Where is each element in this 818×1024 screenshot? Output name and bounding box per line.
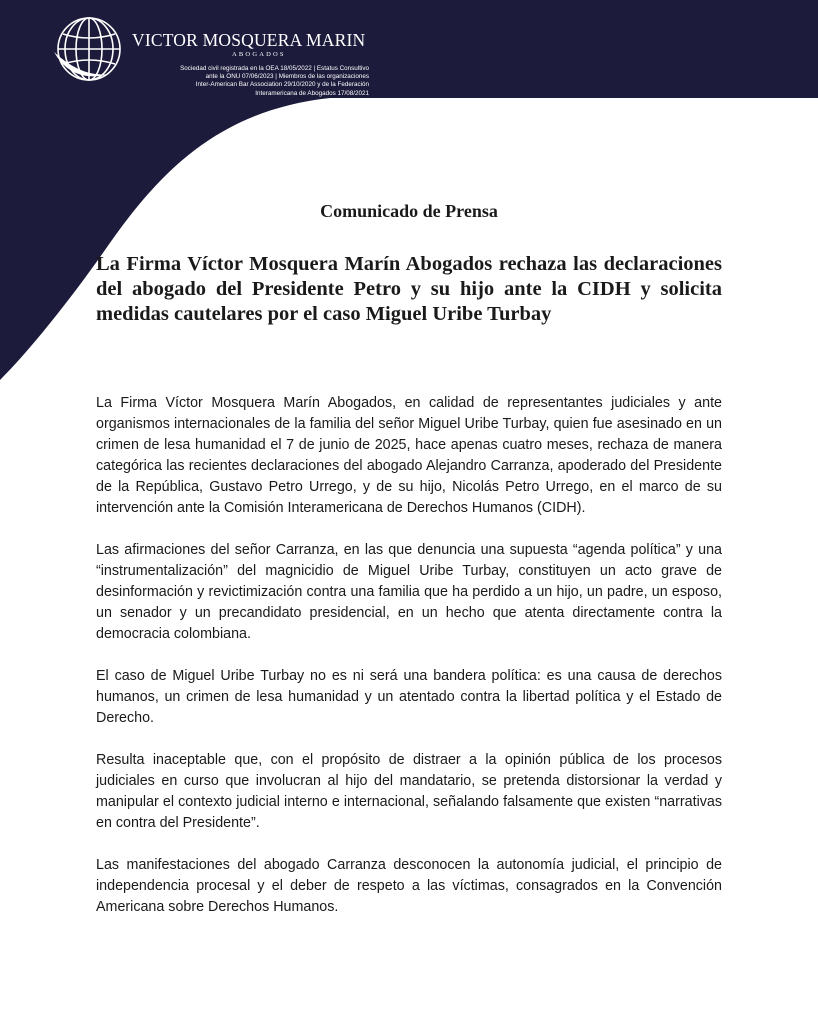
body-paragraph: Las afirmaciones del señor Carranza, en las que denuncia una supuesta “agenda política” y una “instrumentalización” del magnicidio de Miguel Uribe Turbay, constituyen un acto grave de desinformación y revictimización contra una familia que ha perdido a un hijo, un padre, un esposo, un senador y un precandidato presidencial, en un hecho que atenta directamente contra la democracia colombiana. [96, 542, 722, 642]
globe-icon [52, 12, 126, 86]
body-paragraph: Resulta inaceptable que, con el propósito de distraer a la opinión pública de los procesos judiciales en curso que involucran al hijo del mandatario, se pretenda distorsionar la verdad y manipular el contexto judicial interno e internacional, señalando falsamente que existen “narrativas en contra del Presidente”. [96, 752, 722, 831]
registration-line: ante la ONU 07/06/2023 | Miembros de las organizaciones [205, 73, 369, 81]
registration-info [127, 65, 369, 98]
registration-line: Inter-American Bar Association 29/10/2020 y de la Federación [195, 81, 369, 89]
press-release-headline: La Firma Víctor Mosquera Marín Abogados rechaza las declaraciones del abogado del Presidente Petro y su hijo ante la CIDH y solicita medidas cautelares por el caso Miguel Uribe Turbay [96, 253, 722, 325]
registration-line: Sociedad civil registrada en la OEA 18/05/2022 | Estatus Consultivo [180, 65, 369, 72]
registration-line: Interamericana de Abogados 17/08/2021 [255, 89, 369, 97]
body-paragraph: La Firma Víctor Mosquera Marín Abogados, en calidad de representantes judiciales y ante organismos internacionales de la familia del señor Miguel Uribe Turbay, quien fue asesinado en un crimen de lesa humanidad el 7 de junio de 2025, hace apenas cuatro meses, rechaza de manera categórica las recientes declaraciones del abogado Alejandro Carranza, apoderado del Presidente de la República, Gustavo Petro Urrego, y de su hijo, Nicolás Petro Urrego, en el marco de su intervención ante la Comisión Interamericana de Derechos Humanos (CIDH). [96, 395, 722, 516]
section-title: Comunicado de Prensa [320, 201, 498, 221]
press-release-body [96, 393, 722, 939]
firm-logo [52, 10, 369, 105]
firm-name: VICTOR MOSQUERA MARIN [132, 30, 366, 50]
firm-subtitle: ABOGADOS [232, 51, 286, 58]
body-paragraph: El caso de Miguel Uribe Turbay no es ni será una bandera política: es una causa de derechos humanos, un crimen de lesa humanidad y un atentado contra la libertad política y el Estado de Derecho. [96, 668, 722, 726]
body-paragraph: Las manifestaciones del abogado Carranza desconocen la autonomía judicial, el principio de independencia procesal y el deber de respeto a las víctimas, consagrados en la Convención Americana sobre Derechos Humanos. [96, 857, 722, 915]
